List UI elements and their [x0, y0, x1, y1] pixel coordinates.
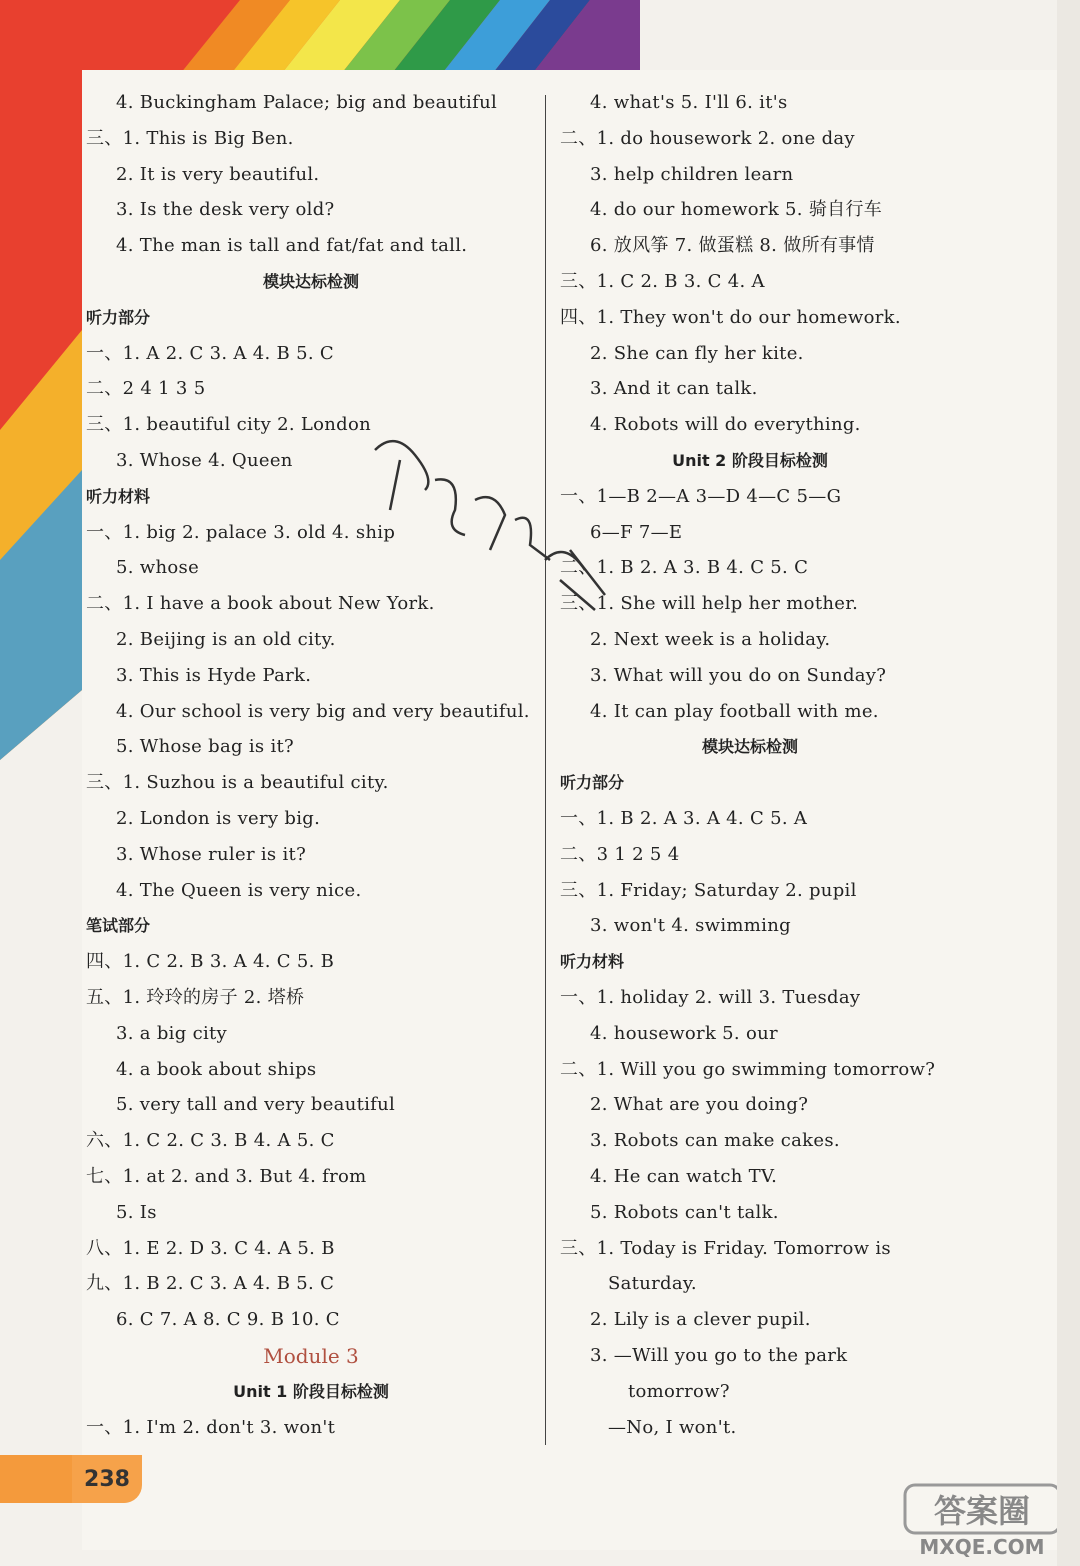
answer-line: 3. And it can talk. — [590, 378, 758, 400]
answer-line: 一、1. I'm 2. don't 3. won't — [86, 1416, 336, 1438]
answer-line: 三、1. This is Big Ben. — [86, 127, 294, 149]
answer-line: 三、1. She will help her mother. — [560, 593, 859, 615]
answer-line: 九、1. B 2. C 3. A 4. B 5. C — [86, 1273, 335, 1295]
answer-line: 2. Next week is a holiday. — [590, 629, 831, 650]
answer-line: 一、1. holiday 2. will 3. Tuesday — [560, 987, 861, 1008]
answer-line: —No, I won't. — [608, 1416, 737, 1438]
answer-line: 4. a book about ships — [116, 1058, 317, 1080]
answer-line: 4. The man is tall and fat/fat and tall. — [116, 235, 468, 257]
answer-line: 三、1. Today is Friday. Tomorrow is — [560, 1237, 891, 1259]
answer-line: 4. It can play football with me. — [590, 700, 879, 722]
svg-text:答案圈: 答案圈 — [933, 1492, 1031, 1530]
answer-line: 5. Whose bag is it? — [116, 736, 294, 758]
answer-line: 三、1. C 2. B 3. C 4. A — [560, 271, 765, 292]
answer-line: 4. He can watch TV. — [590, 1166, 778, 1187]
answer-line: 3. Robots can make cakes. — [590, 1130, 840, 1152]
answer-line: 2. London is very big. — [116, 808, 321, 829]
answer-line: 5. Is — [116, 1201, 157, 1223]
answer-line: 4. housework 5. our — [590, 1022, 778, 1044]
answer-line: 三、1. Suzhou is a beautiful city. — [86, 772, 389, 794]
answer-line: 4. The Queen is very nice. — [116, 879, 362, 901]
answer-line: 2. What are you doing? — [590, 1094, 809, 1116]
subsection-heading: 听力材料 — [560, 952, 625, 972]
section-heading: 模块达标检测 — [701, 737, 798, 757]
section-heading: Unit 1 阶段目标检测 — [233, 1381, 389, 1401]
answer-line: 三、1. beautiful city 2. London — [86, 414, 372, 436]
answer-line: 二、1. Will you go swimming tomorrow? — [560, 1058, 936, 1080]
svg-text:MXQE.COM: MXQE.COM — [919, 1535, 1045, 1559]
handwritten-scribble — [365, 420, 625, 620]
column-divider — [545, 95, 546, 1445]
section-heading: 模块达标检测 — [262, 272, 359, 291]
answer-line: 2. Lily is a clever pupil. — [590, 1309, 811, 1331]
answer-line: 6—F 7—E — [590, 521, 683, 543]
answer-line: 3. help children learn — [590, 163, 794, 185]
answer-line: 二、1. I have a book about New York. — [86, 593, 435, 615]
answer-line: 二、1. B 2. A 3. B 4. C 5. C — [560, 557, 809, 579]
answer-line: 二、2 4 1 3 5 — [86, 378, 206, 400]
answer-line: 五、1. 玲玲的房子 2. 塔桥 — [86, 987, 305, 1008]
answer-line: 一、1. B 2. A 3. A 4. C 5. A — [560, 808, 808, 829]
section-heading: Unit 2 阶段目标检测 — [672, 451, 828, 470]
subsection-heading: 听力部分 — [86, 307, 151, 327]
answer-line: 3. —Will you go to the park — [590, 1345, 848, 1366]
answer-line: tomorrow? — [628, 1380, 730, 1402]
answer-line: 四、1. C 2. B 3. A 4. C 5. B — [86, 951, 335, 973]
answer-line: 四、1. They won't do our homework. — [560, 306, 901, 328]
answer-line: 3. won't 4. swimming — [590, 915, 791, 937]
subsection-heading: 听力材料 — [86, 486, 151, 506]
subsection-heading: 听力部分 — [560, 773, 625, 793]
page-edge — [1057, 0, 1080, 1566]
answer-line: 2. Beijing is an old city. — [116, 629, 336, 650]
answer-line: 七、1. at 2. and 3. But 4. from — [86, 1166, 367, 1187]
answer-line: 三、1. Friday; Saturday 2. pupil — [560, 879, 857, 901]
answer-line: 5. Robots can't talk. — [590, 1201, 779, 1223]
page-number-tab — [0, 1455, 72, 1503]
answer-line: 5. very tall and very beautiful — [116, 1094, 396, 1116]
answer-line: 6. C 7. A 8. C 9. B 10. C — [116, 1309, 340, 1331]
answer-line: 一、1. A 2. C 3. A 4. B 5. C — [86, 342, 334, 364]
answer-line: 2. She can fly her kite. — [590, 342, 804, 364]
answer-line: 4. Buckingham Palace; big and beautiful — [116, 92, 498, 113]
answer-line: 3. This is Hyde Park. — [116, 664, 312, 686]
answer-line: 一、1. big 2. palace 3. old 4. ship — [86, 521, 396, 543]
answer-line: 3. Whose 4. Queen — [116, 450, 293, 471]
answer-line: 5. whose — [116, 557, 200, 579]
answer-line: 六、1. C 2. C 3. B 4. A 5. C — [86, 1130, 335, 1152]
answer-line: 二、1. do housework 2. one day — [560, 127, 855, 149]
answer-line: 3. What will you do on Sunday? — [590, 664, 887, 686]
answer-line: 八、1. E 2. D 3. C 4. A 5. B — [86, 1237, 335, 1259]
answer-line: 4. do our homework 5. 骑自行车 — [590, 199, 883, 221]
answer-line: 一、1—B 2—A 3—D 4—C 5—G — [560, 485, 842, 507]
answer-line: 二、3 1 2 5 4 — [560, 843, 680, 865]
answer-line: 4. what's 5. I'll 6. it's — [590, 92, 788, 113]
answer-line: 3. Is the desk very old? — [116, 199, 335, 221]
answer-line: 4. Robots will do everything. — [590, 414, 861, 436]
answer-line: 3. Whose ruler is it? — [116, 843, 307, 865]
answer-line: 3. a big city — [116, 1022, 228, 1044]
answer-line: 2. It is very beautiful. — [116, 163, 320, 185]
answer-line: Saturday. — [608, 1273, 697, 1295]
module-title: Module 3 — [263, 1344, 359, 1368]
answer-line: 4. Our school is very big and very beautiful. — [116, 700, 530, 722]
page-number: 238 — [72, 1455, 142, 1503]
answer-line: 6. 放风筝 7. 做蛋糕 8. 做所有事情 — [590, 235, 875, 257]
subsection-heading: 笔试部分 — [86, 916, 151, 936]
answer-site-watermark-logo — [900, 1480, 1065, 1560]
